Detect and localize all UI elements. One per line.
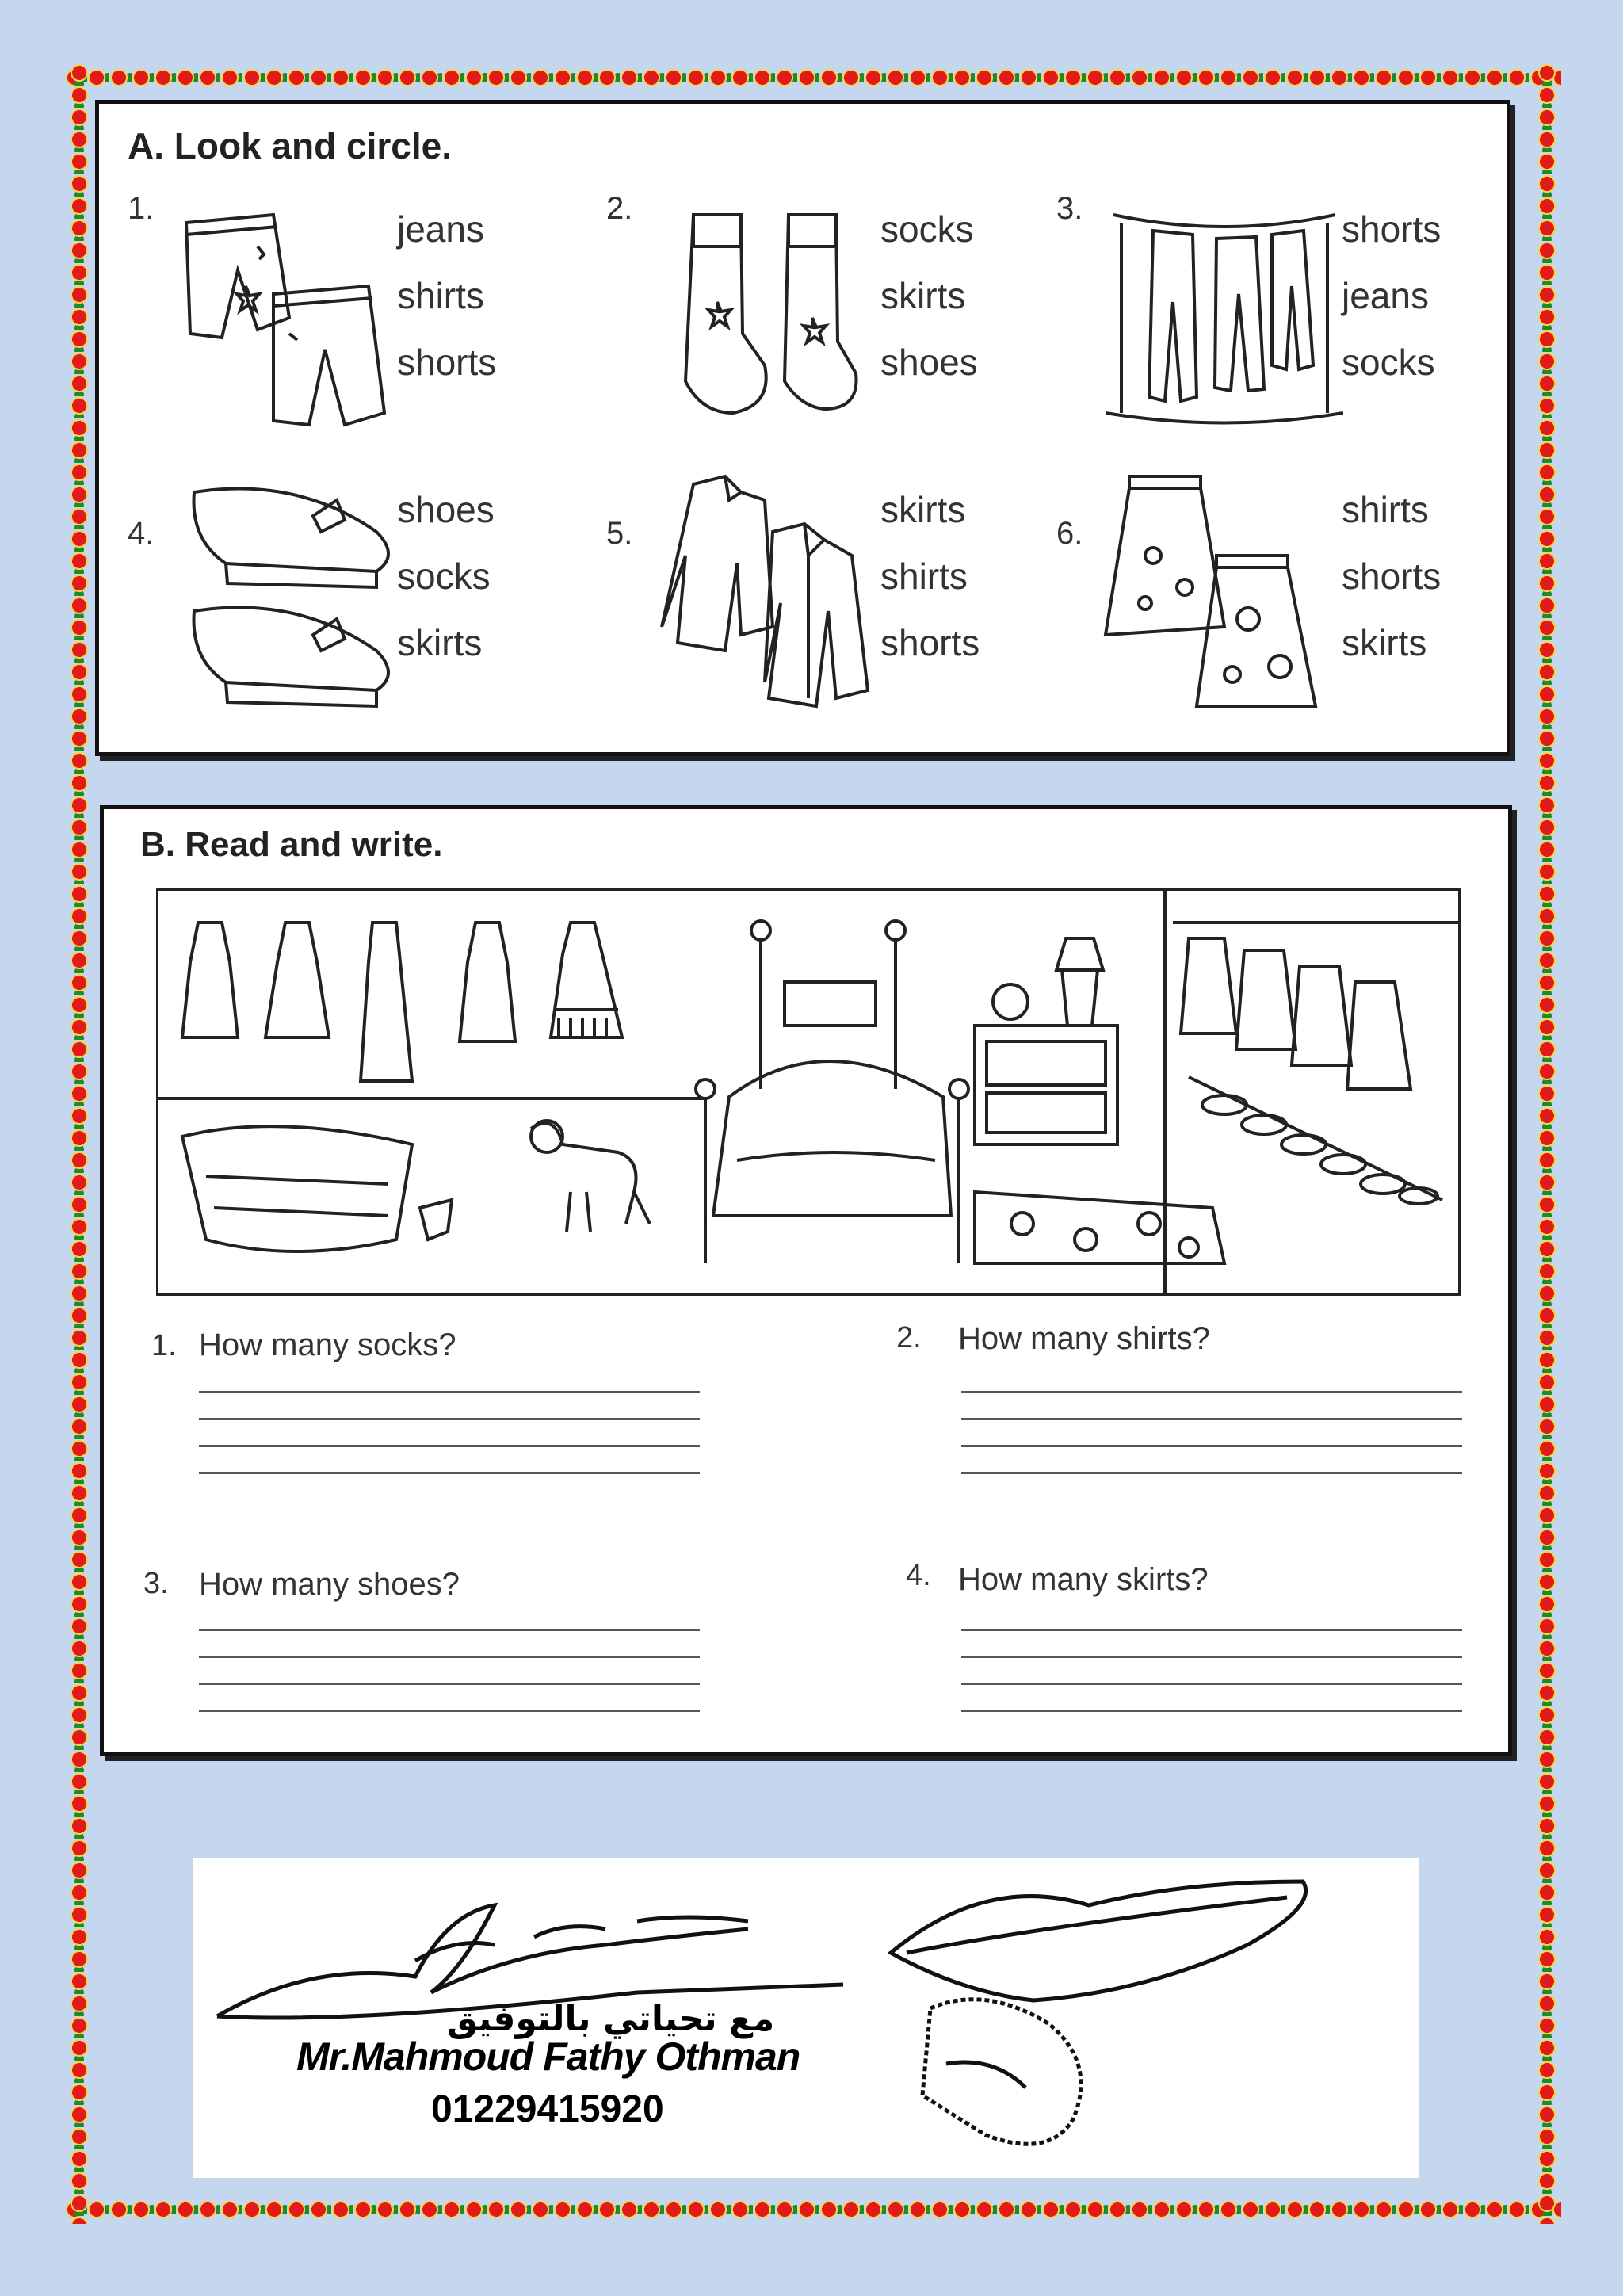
item-number: 6.	[1056, 516, 1083, 551]
question-number: 3.	[143, 1567, 169, 1600]
teacher-name: Mr.Mahmoud Fathy Othman	[296, 2034, 800, 2079]
choice-word[interactable]: shirts	[1342, 489, 1429, 530]
item-number: 2.	[606, 191, 633, 226]
flower-border-right	[1533, 63, 1561, 2224]
choice-word[interactable]: socks	[1342, 342, 1435, 383]
bedroom-scene-illustration	[156, 888, 1461, 1296]
item-number: 5.	[606, 516, 633, 551]
item-number: 4.	[128, 516, 155, 551]
teacher-phone: 01229415920	[431, 2088, 664, 2130]
choice-word[interactable]: shorts	[880, 622, 980, 663]
bedroom-scene-icon	[158, 891, 1458, 1293]
skirts-icon	[1098, 468, 1335, 714]
question-number: 4.	[906, 1559, 931, 1592]
choice-word[interactable]: socks	[880, 208, 974, 250]
section-a-panel	[95, 100, 1510, 756]
choice-word[interactable]: shorts	[397, 342, 497, 383]
question-text: How many skirts?	[958, 1562, 1209, 1597]
shirts-icon	[654, 468, 892, 714]
choice-word[interactable]: shorts	[1342, 208, 1442, 250]
flower-border-top	[65, 63, 1561, 92]
choice-word[interactable]: shirts	[397, 275, 484, 316]
choice-word[interactable]: skirts	[880, 489, 966, 530]
socks-icon	[654, 199, 892, 437]
choice-word[interactable]: socks	[397, 556, 491, 597]
question-text: How many shirts?	[958, 1321, 1210, 1356]
flower-border-left	[65, 63, 94, 2224]
choice-word[interactable]: skirts	[397, 622, 483, 663]
section-b-panel	[100, 805, 1512, 1756]
question-number: 1.	[151, 1329, 177, 1362]
choice-word[interactable]: jeans	[397, 208, 484, 250]
answer-lines-3[interactable]	[199, 1629, 700, 1724]
answer-lines-4[interactable]	[961, 1629, 1462, 1724]
signature-greeting: مع تحياتي بالتوفيق	[447, 1999, 775, 2039]
item-number: 3.	[1056, 191, 1083, 226]
signature-and-quill-icon	[193, 1858, 1419, 2178]
shoes-icon	[178, 468, 432, 714]
choice-word[interactable]: skirts	[880, 275, 966, 316]
choice-word[interactable]: shirts	[880, 556, 968, 597]
item-number: 1.	[128, 191, 155, 226]
teacher-signature-block	[193, 1858, 1419, 2178]
answer-lines-1[interactable]	[199, 1391, 700, 1486]
flower-border-bottom	[65, 2195, 1561, 2224]
answer-lines-2[interactable]	[961, 1391, 1462, 1486]
choice-word[interactable]: skirts	[1342, 622, 1427, 663]
choice-word[interactable]: shoes	[880, 342, 978, 383]
question-number: 2.	[896, 1321, 922, 1354]
choice-word[interactable]: shorts	[1342, 556, 1442, 597]
question-text: How many shoes?	[199, 1567, 460, 1602]
choice-word[interactable]: shoes	[397, 489, 495, 530]
section-b-heading: B. Read and write.	[140, 825, 443, 864]
section-a-heading: A. Look and circle.	[128, 125, 452, 166]
jeans-icon	[1106, 207, 1343, 437]
choice-word[interactable]: jeans	[1342, 275, 1429, 316]
question-text: How many socks?	[199, 1328, 456, 1362]
